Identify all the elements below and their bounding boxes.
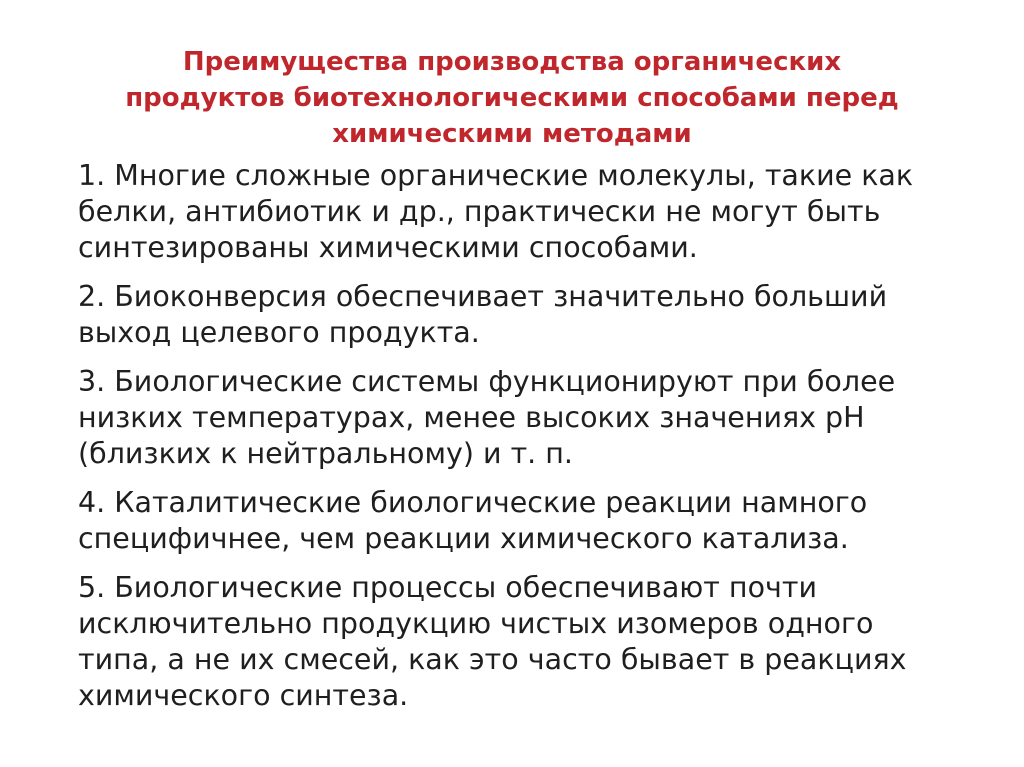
advantage-item-1 [78,158,978,266]
slide-title-line: химическими методами [332,119,692,149]
slide-title-line: продуктов биотехнологическими способами перед [125,83,899,113]
slide-title [80,44,944,152]
advantage-line: низких температурах, менее высоких значениях рН [78,401,865,434]
slide-title-line: Преимущества производства органических [182,47,842,77]
advantage-line: 5. Биологические процессы обеспечивают почти [78,571,817,604]
advantage-line: выход целевого продукта. [78,316,480,349]
advantage-item-4 [78,485,978,557]
advantage-line: 4. Каталитические биологические реакции намного [78,486,868,519]
advantage-item-3 [78,364,978,472]
advantage-line: белки, антибиотик и др., практически не могут быть [78,195,881,228]
advantage-line: специфичнее, чем реакции химического катализа. [78,522,849,555]
advantage-line: 1. Многие сложные органические молекулы, такие как [78,159,914,192]
advantage-line: 3. Биологические системы функционируют при более [78,365,896,398]
advantage-item-5 [78,570,978,714]
advantage-line: исключительно продукцию чистых изомеров одного [78,607,874,640]
advantages-list [78,158,978,727]
advantage-line: (близких к нейтральному) и т. п. [78,437,573,470]
advantage-line: типа, а не их смесей, как это часто бывает в реакциях [78,643,907,676]
advantage-line: химического синтеза. [78,679,409,712]
advantage-item-2 [78,279,978,351]
advantage-line: 2. Биоконверсия обеспечивает значительно больший [78,280,888,313]
advantage-line: синтезированы химическими способами. [78,231,698,264]
